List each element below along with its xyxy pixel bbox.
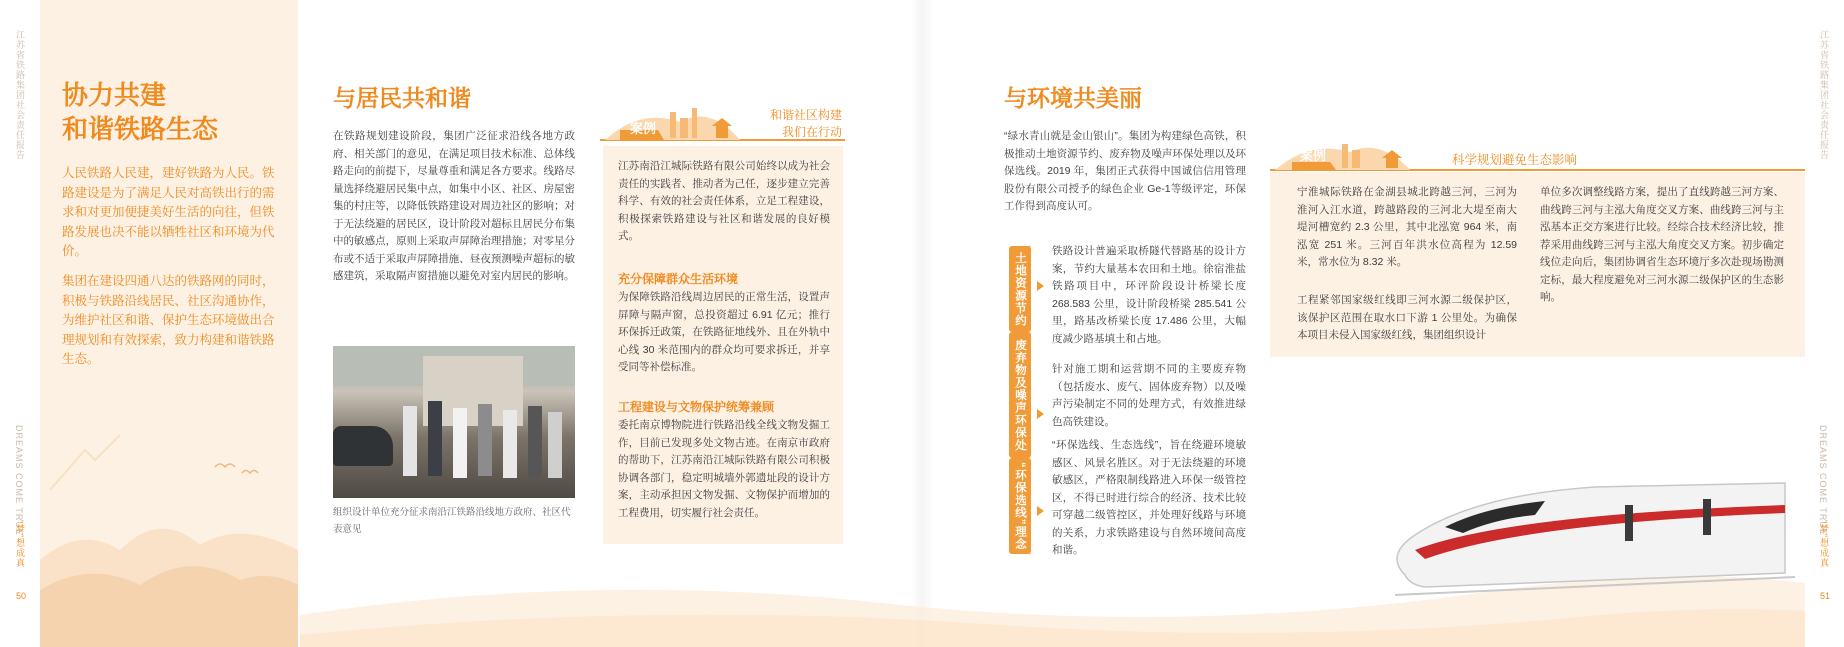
left-vertical-header: 江苏省铁路集团社会责任报告 bbox=[15, 30, 25, 160]
sidebar-title bbox=[62, 78, 218, 146]
right-vertical-footer-en: DREAMS COME TRUE bbox=[1818, 425, 1828, 536]
case2-heading: 科学规划避免生态影响 bbox=[1452, 153, 1578, 167]
case2-col2-p1: 单位多次调整线路方案，提出了直线跨越三河方案、曲线跨三河与主泓大角度交叉方案、曲线跨三河与主泓基本正交方案进行比较。经综合技术经济比较，推荐采用曲线跨三河与主泓大角度交叉方案。初步确定线位走向后，集团协调省生态环境厅多次赴现场勘测定标，最大程度避免对三河水源二级保护区的生态影响。 bbox=[1540, 186, 1784, 303]
page-number-right: 51 bbox=[1820, 591, 1831, 601]
case1-sub2: 工程建设与文物保护统筹兼顾 bbox=[618, 400, 775, 414]
community-meeting-photo bbox=[333, 346, 575, 498]
left-vertical-footer-cn: “梦”想成真 bbox=[15, 520, 25, 568]
case1-sub1: 充分保障群众生活环境 bbox=[618, 272, 739, 286]
env-text-land: 铁路设计普遍采取桥隧代替路基的设计方案，节约大量基本农田和土地。徐宿淮盐铁路项目中，环评阶段设计桥梁长度 268.583 公里，设计阶段桥梁 285.541 公里，路基改桥梁长度 17.486 公里，大幅度减少路基填土和占地。 bbox=[1052, 245, 1246, 345]
case1-intro: 江苏南沿江城际铁路有限公司始终以成为社会责任的实践者、推动者为己任，逐步建立完善科学、有效的社会责任体系，立足工程建设，积极探索铁路建设与社区和谐发展的良好模式。 bbox=[618, 160, 830, 242]
train-illustration bbox=[1385, 475, 1795, 610]
env-text-waste: 针对施工期和运营期不同的主要废弃物（包括废水、废气、固体废弃物）以及噪声污染制定不同的处理方式，有效推进绿色高铁建设。 bbox=[1052, 363, 1246, 428]
left-vertical-footer-en: DREAMS COME TRUE bbox=[14, 425, 24, 536]
case1-text1: 为保障铁路沿线周边居民的正常生活，设置声屏障与隔声窗，总投资超过 6.91 亿元；推行环保拆迁政策，在铁路征地线外、且在外轨中心线 30 米范围内的群众均可要求拆迁，并享受同等补偿标准。 bbox=[618, 291, 830, 373]
page-number-left: 50 bbox=[16, 591, 27, 601]
bird-icon bbox=[210, 455, 270, 480]
residents-title: 与居民共和谐 bbox=[333, 85, 471, 111]
sidebar-title-line1: 协力共建 bbox=[62, 80, 167, 110]
env-tag-waste: 废弃物及噪声环保处理 bbox=[1009, 332, 1031, 458]
env-text-route: “环保选线、生态选线”，旨在绕避环境敏感区、风景名胜区。对于无法绕避的环境敏感区，严格限制线路进入环保一级管控区，不得已时进行综合的经济、技术比较可穿越二级管控区，并处理好线路与环境的关系，力求铁路建设与自然环境间高度和谐。 bbox=[1052, 439, 1246, 556]
case1-heading-line2: 我们在行动 bbox=[781, 125, 842, 139]
sidebar-para-1: 人民铁路人民建，建好铁路为人民。铁路建设是为了满足人民对高铁出行的需求和对更加便捷美好生活的向往，但铁路发展也决不能以牺牲社区和环境为代价。 bbox=[62, 166, 275, 258]
env-tag-land: 土地资源节约 bbox=[1009, 246, 1031, 332]
environment-intro: “绿水青山就是金山银山”。集团为构建绿色高铁，积极推动土地资源节约、废弃物及噪声环保处理以及环保选线。2019 年，集团正式获得中国诚信信用管理股份有限公司授予的绿色企业 Ge-1等级评定，环保工作得到高度认可。 bbox=[1004, 130, 1246, 212]
residents-body: 在铁路规划建设阶段，集团广泛征求沿线各地方政府、相关部门的意见，在满足项目技术标准、总体线路走向的前提下，尽量尊重和满足各方要求。线路尽量选择绕避居民集中点，如集中小区、社区、房屋密集的村庄等，以降低铁路建设对周边社区的影响；对于无法绕避的居民区，设计阶段对超标且居民分布集中的敏感点，原则上采取声屏障治理措施；对零星分布或不适于采取声屏障措施、昼夜预测噪声超标的敏感建筑，采取隔声窗措施以避免对室内居民的影响。 bbox=[333, 130, 575, 282]
right-vertical-footer-cn: “梦”想成真 bbox=[1819, 520, 1829, 568]
case2-col1-p2: 工程紧邻国家级红线即三河水源二级保护区，该保护区范围在取水口下游 1 公里处。为确保本项目未侵入国家级红线，集团组织设计 bbox=[1297, 294, 1517, 341]
case1-text2: 委托南京博物院进行铁路沿线全线文物发掘工作，目前已发现多处文物古迹。在南京市政府的帮助下，江苏南沿江城际铁路有限公司积极协调各部门，稳定明城墙外郭遗址段的设计方案，主动承担因文物发掘、文物保护而增加的工程费用，切实履行社会责任。 bbox=[618, 419, 830, 519]
case1-label: 案例 bbox=[630, 121, 657, 136]
case1-heading bbox=[720, 107, 842, 141]
sidebar-title-line2: 和谐铁路生态 bbox=[62, 114, 219, 144]
case2-label: 案例 bbox=[1300, 148, 1327, 163]
sidebar-para-2: 集团在建设四通八达的铁路网的同时，积极与铁路沿线居民、社区沟通协作，为维护社区和谐、保护生态环境做出合理规划和有效探索，致力构建和谐铁路生态。 bbox=[62, 274, 275, 366]
env-tag-route: “环保选线”理念 bbox=[1009, 458, 1031, 554]
case1-heading-line1: 和谐社区构建 bbox=[769, 108, 842, 122]
arrow-icon bbox=[1037, 281, 1044, 291]
environment-title: 与环境共美丽 bbox=[1004, 85, 1142, 111]
arrow-icon bbox=[1037, 506, 1044, 516]
right-vertical-header: 江苏省铁路集团社会责任报告 bbox=[1819, 30, 1829, 160]
photo-caption: 组织设计单位充分征求南沿江铁路沿线地方政府、社区代表意见 bbox=[333, 507, 571, 535]
arrow-icon bbox=[1037, 409, 1044, 419]
case2-col1-p1: 宁淮城际铁路在金湖县城北跨越三河，三河为淮河入江水道，跨越路段的三河北大堤至南大堤河槽宽约 2.3 公里，其中北泓宽 964 米，南泓宽 251 米。三河百年洪水位高程为 12.59 米，常水位为 8.32 米。 bbox=[1297, 186, 1517, 268]
